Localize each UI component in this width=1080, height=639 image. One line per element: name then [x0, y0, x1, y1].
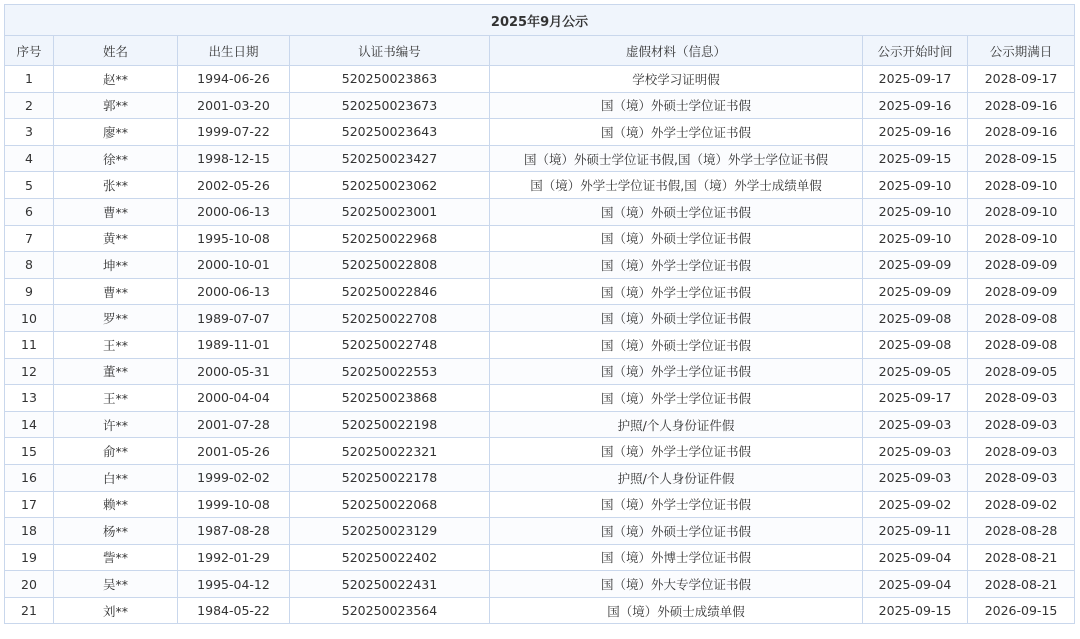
cell-expiry-date: 2028-09-03 [968, 464, 1075, 491]
cell-certificate-number: 520250022198 [290, 411, 490, 438]
cell-expiry-date: 2028-09-03 [968, 438, 1075, 465]
cell-index: 9 [5, 278, 54, 305]
cell-certificate-number: 520250022846 [290, 278, 490, 305]
cell-birth-date: 2000-05-31 [178, 358, 290, 385]
cell-false-material: 国（境）外硕士学位证书假 [490, 518, 863, 545]
cell-name: 张** [54, 172, 178, 199]
cell-false-material: 护照/个人身份证件假 [490, 464, 863, 491]
cell-birth-date: 1999-10-08 [178, 491, 290, 518]
cell-certificate-number: 520250023062 [290, 172, 490, 199]
cell-birth-date: 1989-11-01 [178, 331, 290, 358]
cell-birth-date: 1994-06-26 [178, 66, 290, 93]
cell-index: 4 [5, 145, 54, 172]
cell-name: 吴** [54, 571, 178, 598]
cell-name: 黄** [54, 225, 178, 252]
table-body [5, 66, 1075, 624]
cell-name: 徐** [54, 145, 178, 172]
table-row [5, 358, 1075, 385]
table-row [5, 252, 1075, 279]
cell-start-date: 2025-09-11 [863, 518, 968, 545]
cell-false-material: 国（境）外硕士学位证书假 [490, 225, 863, 252]
cell-birth-date: 1995-10-08 [178, 225, 290, 252]
cell-index: 19 [5, 544, 54, 571]
cell-certificate-number: 520250023564 [290, 597, 490, 624]
cell-expiry-date: 2028-09-15 [968, 145, 1075, 172]
cell-certificate-number: 520250022178 [290, 464, 490, 491]
cell-birth-date: 1999-02-02 [178, 464, 290, 491]
table-row [5, 198, 1075, 225]
cell-name: 赖** [54, 491, 178, 518]
cell-name: 赵** [54, 66, 178, 93]
cell-name: 曹** [54, 278, 178, 305]
cell-expiry-date: 2028-09-10 [968, 198, 1075, 225]
cell-name: 白** [54, 464, 178, 491]
cell-name: 訾** [54, 544, 178, 571]
cell-name: 杨** [54, 518, 178, 545]
cell-expiry-date: 2028-08-28 [968, 518, 1075, 545]
cell-start-date: 2025-09-03 [863, 411, 968, 438]
cell-certificate-number: 520250023129 [290, 518, 490, 545]
cell-birth-date: 2000-10-01 [178, 252, 290, 279]
table-row [5, 92, 1075, 119]
header-start-date: 公示开始时间 [863, 36, 968, 66]
cell-start-date: 2025-09-10 [863, 198, 968, 225]
cell-expiry-date: 2028-09-08 [968, 305, 1075, 332]
cell-birth-date: 1989-07-07 [178, 305, 290, 332]
cell-false-material: 国（境）外学士学位证书假 [490, 278, 863, 305]
cell-false-material: 国（境）外硕士学位证书假 [490, 198, 863, 225]
cell-expiry-date: 2028-08-21 [968, 544, 1075, 571]
cell-name: 俞** [54, 438, 178, 465]
table-row [5, 119, 1075, 146]
notice-table [4, 4, 1075, 624]
cell-certificate-number: 520250023001 [290, 198, 490, 225]
header-name: 姓名 [54, 36, 178, 66]
cell-certificate-number: 520250023868 [290, 385, 490, 412]
cell-index: 2 [5, 92, 54, 119]
cell-certificate-number: 520250022068 [290, 491, 490, 518]
table-row [5, 278, 1075, 305]
table-row [5, 438, 1075, 465]
cell-birth-date: 1995-04-12 [178, 571, 290, 598]
cell-name: 郭** [54, 92, 178, 119]
cell-index: 7 [5, 225, 54, 252]
cell-index: 21 [5, 597, 54, 624]
table-row [5, 411, 1075, 438]
cell-birth-date: 1984-05-22 [178, 597, 290, 624]
cell-index: 15 [5, 438, 54, 465]
cell-start-date: 2025-09-03 [863, 438, 968, 465]
cell-birth-date: 1987-08-28 [178, 518, 290, 545]
cell-start-date: 2025-09-09 [863, 278, 968, 305]
cell-start-date: 2025-09-05 [863, 358, 968, 385]
header-birth-date: 出生日期 [178, 36, 290, 66]
cell-expiry-date: 2028-09-09 [968, 278, 1075, 305]
cell-index: 10 [5, 305, 54, 332]
cell-certificate-number: 520250022808 [290, 252, 490, 279]
table-row [5, 305, 1075, 332]
cell-index: 8 [5, 252, 54, 279]
cell-false-material: 国（境）外硕士学位证书假 [490, 305, 863, 332]
cell-start-date: 2025-09-08 [863, 331, 968, 358]
cell-birth-date: 2000-06-13 [178, 198, 290, 225]
cell-name: 坤** [54, 252, 178, 279]
cell-start-date: 2025-09-04 [863, 544, 968, 571]
cell-false-material: 国（境）外硕士学位证书假,国（境）外学士学位证书假 [490, 145, 863, 172]
cell-expiry-date: 2026-09-15 [968, 597, 1075, 624]
cell-expiry-date: 2028-09-03 [968, 411, 1075, 438]
cell-certificate-number: 520250022968 [290, 225, 490, 252]
cell-certificate-number: 520250022321 [290, 438, 490, 465]
cell-index: 14 [5, 411, 54, 438]
cell-expiry-date: 2028-09-03 [968, 385, 1075, 412]
cell-index: 12 [5, 358, 54, 385]
header-certificate-number: 认证书编号 [290, 36, 490, 66]
cell-certificate-number: 520250023643 [290, 119, 490, 146]
cell-start-date: 2025-09-08 [863, 305, 968, 332]
cell-start-date: 2025-09-16 [863, 119, 968, 146]
cell-start-date: 2025-09-10 [863, 172, 968, 199]
cell-expiry-date: 2028-09-09 [968, 252, 1075, 279]
cell-false-material: 国（境）外硕士学位证书假 [490, 331, 863, 358]
cell-name: 许** [54, 411, 178, 438]
cell-birth-date: 1992-01-29 [178, 544, 290, 571]
cell-birth-date: 2000-06-13 [178, 278, 290, 305]
cell-certificate-number: 520250022553 [290, 358, 490, 385]
cell-expiry-date: 2028-09-10 [968, 172, 1075, 199]
cell-false-material: 国（境）外学士学位证书假,国（境）外学士成绩单假 [490, 172, 863, 199]
table-row [5, 66, 1075, 93]
table-row [5, 145, 1075, 172]
header-expiry-date: 公示期满日 [968, 36, 1075, 66]
cell-name: 廖** [54, 119, 178, 146]
table-row [5, 491, 1075, 518]
cell-false-material: 国（境）外博士学位证书假 [490, 544, 863, 571]
cell-index: 17 [5, 491, 54, 518]
cell-expiry-date: 2028-09-02 [968, 491, 1075, 518]
cell-certificate-number: 520250023427 [290, 145, 490, 172]
cell-name: 董** [54, 358, 178, 385]
cell-false-material: 护照/个人身份证件假 [490, 411, 863, 438]
cell-name: 王** [54, 331, 178, 358]
table-row [5, 464, 1075, 491]
cell-expiry-date: 2028-09-10 [968, 225, 1075, 252]
cell-birth-date: 2001-03-20 [178, 92, 290, 119]
cell-index: 13 [5, 385, 54, 412]
cell-false-material: 国（境）外学士学位证书假 [490, 252, 863, 279]
cell-name: 罗** [54, 305, 178, 332]
cell-start-date: 2025-09-10 [863, 225, 968, 252]
table-row [5, 225, 1075, 252]
cell-expiry-date: 2028-09-05 [968, 358, 1075, 385]
cell-index: 5 [5, 172, 54, 199]
cell-birth-date: 1999-07-22 [178, 119, 290, 146]
cell-certificate-number: 520250022402 [290, 544, 490, 571]
cell-birth-date: 2001-05-26 [178, 438, 290, 465]
cell-birth-date: 2000-04-04 [178, 385, 290, 412]
cell-index: 3 [5, 119, 54, 146]
cell-certificate-number: 520250022708 [290, 305, 490, 332]
cell-false-material: 国（境）外硕士成绩单假 [490, 597, 863, 624]
cell-start-date: 2025-09-15 [863, 145, 968, 172]
table-row [5, 571, 1075, 598]
table-row [5, 331, 1075, 358]
cell-certificate-number: 520250023673 [290, 92, 490, 119]
cell-start-date: 2025-09-17 [863, 385, 968, 412]
cell-expiry-date: 2028-09-08 [968, 331, 1075, 358]
cell-false-material: 国（境）外学士学位证书假 [490, 358, 863, 385]
cell-expiry-date: 2028-09-16 [968, 92, 1075, 119]
cell-birth-date: 2002-05-26 [178, 172, 290, 199]
table-title-row [5, 5, 1075, 36]
cell-birth-date: 2001-07-28 [178, 411, 290, 438]
cell-index: 1 [5, 66, 54, 93]
cell-start-date: 2025-09-15 [863, 597, 968, 624]
cell-expiry-date: 2028-09-16 [968, 119, 1075, 146]
cell-birth-date: 1998-12-15 [178, 145, 290, 172]
table-row [5, 597, 1075, 624]
cell-start-date: 2025-09-09 [863, 252, 968, 279]
cell-false-material: 国（境）外学士学位证书假 [490, 385, 863, 412]
cell-expiry-date: 2028-09-17 [968, 66, 1075, 93]
header-false-material: 虚假材料（信息） [490, 36, 863, 66]
cell-index: 20 [5, 571, 54, 598]
cell-index: 6 [5, 198, 54, 225]
table-title: 2025年9月公示 [5, 5, 1075, 36]
cell-false-material: 国（境）外学士学位证书假 [490, 119, 863, 146]
cell-name: 刘** [54, 597, 178, 624]
cell-false-material: 学校学习证明假 [490, 66, 863, 93]
cell-start-date: 2025-09-17 [863, 66, 968, 93]
cell-false-material: 国（境）外大专学位证书假 [490, 571, 863, 598]
cell-certificate-number: 520250022431 [290, 571, 490, 598]
cell-certificate-number: 520250023863 [290, 66, 490, 93]
header-index: 序号 [5, 36, 54, 66]
cell-start-date: 2025-09-16 [863, 92, 968, 119]
cell-false-material: 国（境）外学士学位证书假 [490, 438, 863, 465]
table-row [5, 518, 1075, 545]
table-header-row [5, 36, 1075, 66]
cell-index: 16 [5, 464, 54, 491]
cell-start-date: 2025-09-04 [863, 571, 968, 598]
cell-start-date: 2025-09-02 [863, 491, 968, 518]
cell-index: 11 [5, 331, 54, 358]
table-row [5, 385, 1075, 412]
table-row [5, 172, 1075, 199]
cell-false-material: 国（境）外学士学位证书假 [490, 491, 863, 518]
cell-expiry-date: 2028-08-21 [968, 571, 1075, 598]
cell-name: 王** [54, 385, 178, 412]
cell-certificate-number: 520250022748 [290, 331, 490, 358]
table-row [5, 544, 1075, 571]
notice-table-container [4, 4, 1074, 624]
cell-name: 曹** [54, 198, 178, 225]
cell-index: 18 [5, 518, 54, 545]
cell-start-date: 2025-09-03 [863, 464, 968, 491]
cell-false-material: 国（境）外硕士学位证书假 [490, 92, 863, 119]
